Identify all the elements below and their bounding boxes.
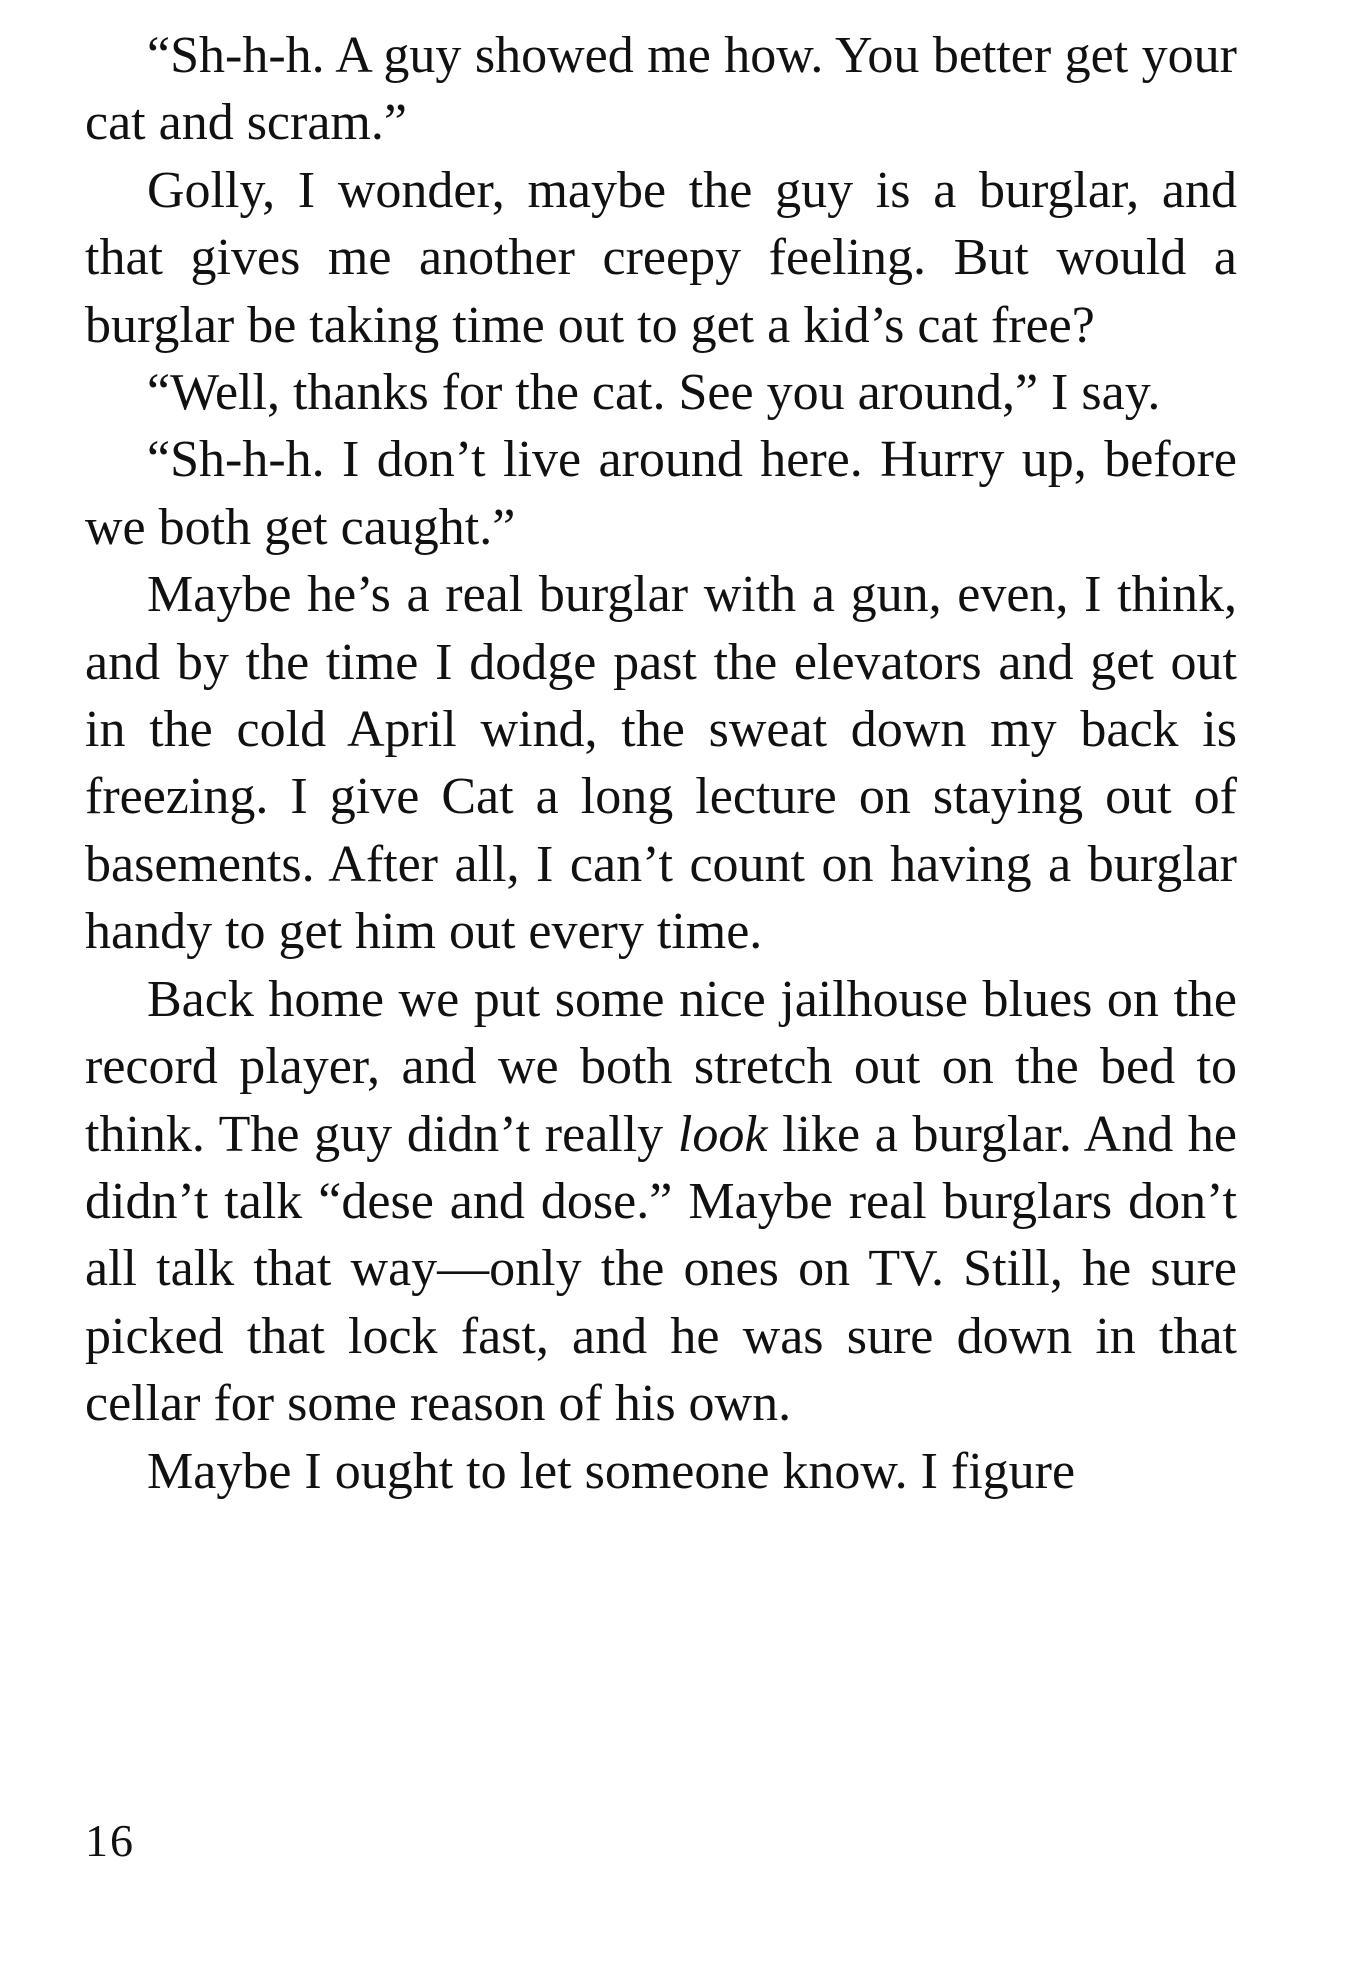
paragraph: Maybe he’s a real burglar with a gun, even, I think, and by the time I dodge past the elevators and get out in the cold April wind, the sweat down my back is freezing. I give Cat a long lecture on staying out of basements. After all, I can’t count on having a burglar handy to get him out every time. — [85, 566, 1237, 961]
paragraph: “Sh-h-h. A guy showed me how. You better get your cat and scram.” — [85, 27, 1237, 152]
paragraph: Maybe I ought to let someone know. I figure — [147, 1442, 1076, 1500]
body-text — [85, 22, 1237, 1505]
page-number: 16 — [85, 1815, 135, 1866]
paragraph: “Well, thanks for the cat. See you around,” I say. — [147, 364, 1161, 422]
paragraph-text: Back home we put some nice jailhouse blues on the record player, and we both stretch out on the bed to think. The guy didn’t really — [85, 970, 1237, 1163]
paragraph: “Sh-h-h. I don’t live around here. Hurry up, before we both get caught.” — [85, 431, 1237, 556]
emphasized-word: look — [677, 1105, 768, 1163]
paragraph-text: like a burglar. And he didn’t talk “dese and dose.” Maybe real burglars don’t all talk that way—only the ones on TV. Still, he sure picked that lock fast, and he was sure down in that cellar for some reason of his own. — [85, 1105, 1237, 1433]
paragraph — [85, 966, 1237, 1438]
paragraph: Golly, I wonder, maybe the guy is a burglar, and that gives me another creepy feeling. But would a burglar be taking time out to get a kid’s cat free? — [85, 161, 1237, 354]
